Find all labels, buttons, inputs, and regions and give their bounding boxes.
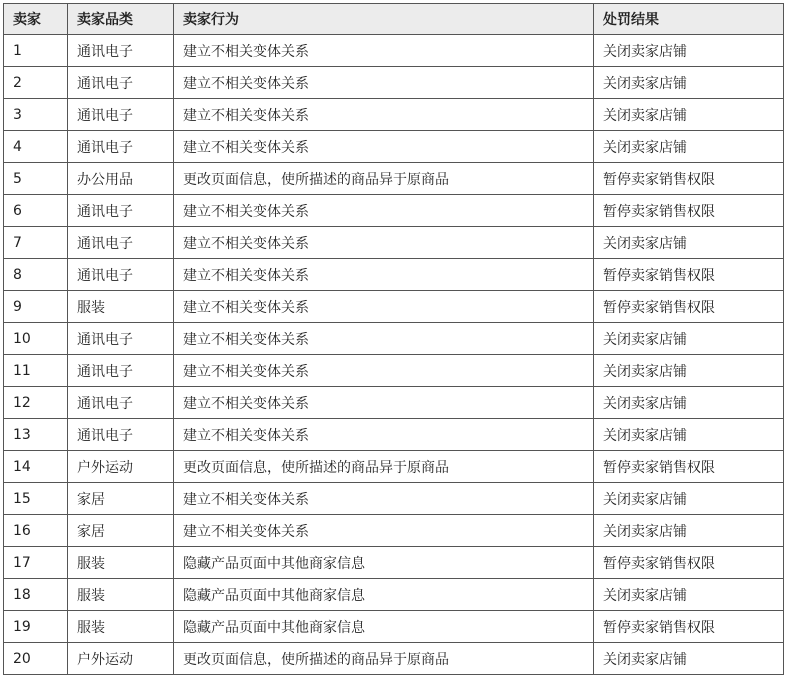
table-row (4, 483, 784, 515)
cell-seller: 14 (4, 451, 68, 483)
header-category: 卖家品类 (68, 4, 174, 35)
cell-seller: 16 (4, 515, 68, 547)
cell-category: 通讯电子 (68, 99, 174, 131)
table-row (4, 451, 784, 483)
cell-penalty: 关闭卖家店铺 (594, 67, 784, 99)
cell-category: 办公用品 (68, 163, 174, 195)
table-row (4, 291, 784, 323)
cell-penalty: 暂停卖家销售权限 (594, 259, 784, 291)
cell-behavior: 建立不相关变体关系 (174, 227, 594, 259)
table-row (4, 579, 784, 611)
cell-category: 服装 (68, 547, 174, 579)
cell-seller: 9 (4, 291, 68, 323)
cell-behavior: 建立不相关变体关系 (174, 323, 594, 355)
cell-penalty: 暂停卖家销售权限 (594, 611, 784, 643)
cell-seller: 17 (4, 547, 68, 579)
cell-category: 户外运动 (68, 451, 174, 483)
cell-category: 通讯电子 (68, 131, 174, 163)
cell-behavior: 建立不相关变体关系 (174, 419, 594, 451)
cell-seller: 11 (4, 355, 68, 387)
cell-behavior: 更改页面信息，使所描述的商品异于原商品 (174, 643, 594, 675)
table-row (4, 227, 784, 259)
cell-penalty: 关闭卖家店铺 (594, 643, 784, 675)
table-row (4, 195, 784, 227)
cell-seller: 2 (4, 67, 68, 99)
cell-behavior: 建立不相关变体关系 (174, 291, 594, 323)
cell-seller: 7 (4, 227, 68, 259)
cell-behavior: 建立不相关变体关系 (174, 515, 594, 547)
cell-seller: 19 (4, 611, 68, 643)
cell-behavior: 更改页面信息，使所描述的商品异于原商品 (174, 163, 594, 195)
table-row (4, 163, 784, 195)
table-row (4, 67, 784, 99)
header-seller: 卖家 (4, 4, 68, 35)
seller-penalty-table (3, 3, 784, 675)
cell-behavior: 建立不相关变体关系 (174, 195, 594, 227)
header-penalty: 处罚结果 (594, 4, 784, 35)
cell-seller: 13 (4, 419, 68, 451)
cell-penalty: 关闭卖家店铺 (594, 131, 784, 163)
cell-category: 服装 (68, 611, 174, 643)
cell-behavior: 建立不相关变体关系 (174, 259, 594, 291)
cell-penalty: 关闭卖家店铺 (594, 387, 784, 419)
cell-behavior: 建立不相关变体关系 (174, 99, 594, 131)
table-row (4, 35, 784, 67)
cell-behavior: 建立不相关变体关系 (174, 131, 594, 163)
cell-seller: 18 (4, 579, 68, 611)
cell-behavior: 建立不相关变体关系 (174, 67, 594, 99)
cell-seller: 20 (4, 643, 68, 675)
table-row (4, 131, 784, 163)
cell-category: 通讯电子 (68, 195, 174, 227)
cell-seller: 15 (4, 483, 68, 515)
cell-category: 家居 (68, 483, 174, 515)
cell-behavior: 建立不相关变体关系 (174, 355, 594, 387)
cell-penalty: 关闭卖家店铺 (594, 483, 784, 515)
cell-penalty: 关闭卖家店铺 (594, 99, 784, 131)
cell-category: 通讯电子 (68, 227, 174, 259)
cell-penalty: 关闭卖家店铺 (594, 579, 784, 611)
cell-penalty: 关闭卖家店铺 (594, 35, 784, 67)
cell-penalty: 暂停卖家销售权限 (594, 195, 784, 227)
table-row (4, 355, 784, 387)
cell-category: 通讯电子 (68, 387, 174, 419)
table-row (4, 259, 784, 291)
cell-category: 通讯电子 (68, 259, 174, 291)
cell-category: 通讯电子 (68, 67, 174, 99)
cell-seller: 8 (4, 259, 68, 291)
cell-penalty: 关闭卖家店铺 (594, 419, 784, 451)
cell-behavior: 建立不相关变体关系 (174, 35, 594, 67)
table-row (4, 643, 784, 675)
table-row (4, 547, 784, 579)
cell-seller: 4 (4, 131, 68, 163)
cell-category: 通讯电子 (68, 323, 174, 355)
cell-category: 户外运动 (68, 643, 174, 675)
cell-seller: 5 (4, 163, 68, 195)
cell-behavior: 建立不相关变体关系 (174, 387, 594, 419)
cell-penalty: 关闭卖家店铺 (594, 515, 784, 547)
table-row (4, 515, 784, 547)
header-behavior: 卖家行为 (174, 4, 594, 35)
cell-category: 通讯电子 (68, 355, 174, 387)
table-row (4, 387, 784, 419)
cell-penalty: 暂停卖家销售权限 (594, 291, 784, 323)
cell-behavior: 隐藏产品页面中其他商家信息 (174, 611, 594, 643)
cell-category: 家居 (68, 515, 174, 547)
cell-penalty: 关闭卖家店铺 (594, 323, 784, 355)
cell-seller: 12 (4, 387, 68, 419)
table-header (4, 4, 784, 35)
cell-behavior: 建立不相关变体关系 (174, 483, 594, 515)
cell-seller: 3 (4, 99, 68, 131)
table-row (4, 323, 784, 355)
cell-category: 服装 (68, 291, 174, 323)
table-row (4, 99, 784, 131)
cell-behavior: 更改页面信息，使所描述的商品异于原商品 (174, 451, 594, 483)
cell-penalty: 关闭卖家店铺 (594, 227, 784, 259)
cell-penalty: 暂停卖家销售权限 (594, 451, 784, 483)
cell-seller: 6 (4, 195, 68, 227)
cell-seller: 1 (4, 35, 68, 67)
header-row (4, 4, 784, 35)
cell-penalty: 关闭卖家店铺 (594, 355, 784, 387)
table-row (4, 419, 784, 451)
cell-behavior: 隐藏产品页面中其他商家信息 (174, 547, 594, 579)
table-row (4, 611, 784, 643)
cell-category: 通讯电子 (68, 35, 174, 67)
cell-behavior: 隐藏产品页面中其他商家信息 (174, 579, 594, 611)
cell-seller: 10 (4, 323, 68, 355)
cell-category: 通讯电子 (68, 419, 174, 451)
cell-penalty: 暂停卖家销售权限 (594, 163, 784, 195)
cell-category: 服装 (68, 579, 174, 611)
table-body (4, 35, 784, 675)
cell-penalty: 暂停卖家销售权限 (594, 547, 784, 579)
